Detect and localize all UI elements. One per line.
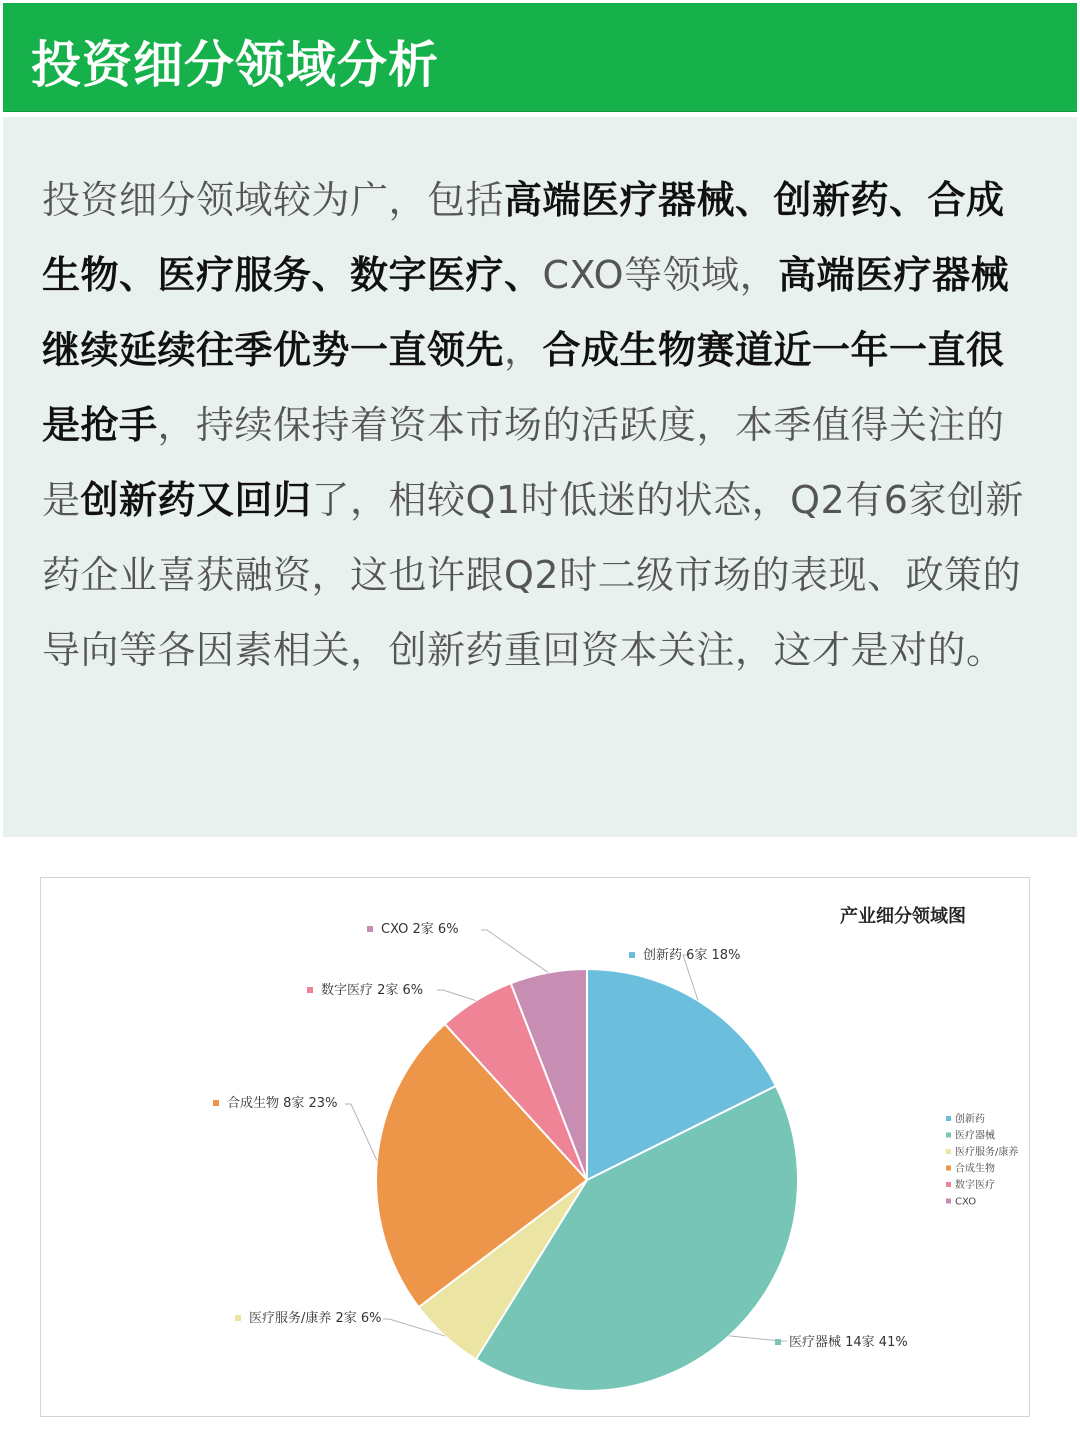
data-label-5: CXO 2家 6%: [381, 922, 459, 937]
section-title: 投资细分领域分析: [31, 36, 439, 94]
legend-swatch-3: [946, 1166, 951, 1171]
data-label-0: 创新药 6家 18%: [643, 948, 741, 963]
leader-line-3: [345, 1104, 377, 1161]
pie-chart: [41, 878, 1031, 1418]
leader-line-5: [481, 930, 548, 973]
paragraph-bold-run: 高端医疗器械、创新药、合成生物、医疗服务、数字医疗、: [42, 178, 1005, 297]
data-label-3: 合成生物 8家 23%: [227, 1096, 338, 1111]
legend-swatch-2: [946, 1149, 951, 1154]
legend-swatch-1: [946, 1133, 951, 1138]
legend-item-0: 创新药: [955, 1114, 985, 1125]
data-label-1: 医疗器械 14家 41%: [789, 1335, 908, 1350]
legend-swatch-4: [946, 1182, 951, 1187]
leader-line-4: [437, 990, 476, 1001]
chart-title: 产业细分领域图: [840, 906, 966, 927]
legend-item-4: 数字医疗: [955, 1180, 995, 1191]
pie-chart-panel: [40, 877, 1030, 1417]
data-label-marker-3: [213, 1100, 219, 1106]
paragraph-run: ，: [504, 328, 543, 372]
summary-paragraph: [42, 163, 1032, 688]
data-label-4: 数字医疗 2家 6%: [321, 983, 424, 998]
paragraph-run: 了，相较Q1时低迷的状态，Q2有6家创新药企业喜获融资，这也许跟Q2时二级市场的表现、政策的导向等各因素相关，创新药重回资本关注，这才是对的。: [42, 478, 1024, 672]
legend-item-1: 医疗器械: [955, 1130, 995, 1142]
paragraph-bold-run: 高端医疗器械继续延续往季优势一直领先: [42, 253, 1010, 372]
paragraph-bold-run: 创新药又回归: [80, 478, 312, 522]
legend-item-5: CXO: [955, 1196, 977, 1208]
legend-item-3: 合成生物: [955, 1163, 995, 1175]
data-label-marker-2: [235, 1315, 241, 1321]
legend-swatch-0: [946, 1116, 951, 1121]
data-label-marker-4: [307, 987, 313, 993]
data-label-2: 医疗服务/康养 2家 6%: [249, 1311, 382, 1326]
data-label-marker-5: [367, 926, 373, 932]
data-label-marker-1: [775, 1339, 781, 1345]
paragraph-bold-run: 合成生物赛道近一年一直很是抢手: [42, 328, 1005, 447]
section-header: [3, 3, 1077, 112]
data-label-marker-0: [629, 952, 635, 958]
legend-swatch-5: [946, 1199, 951, 1204]
paragraph-run: ，持续保持着资本市场的活跃度，本季值得关注的是: [42, 403, 1005, 522]
legend-item-2: 医疗服务/康养: [955, 1147, 1019, 1158]
paragraph-run: 投资细分领域较为广，包括: [42, 178, 505, 222]
paragraph-run: 等领域，: [624, 253, 779, 297]
paragraph-run: CXO: [542, 253, 625, 297]
